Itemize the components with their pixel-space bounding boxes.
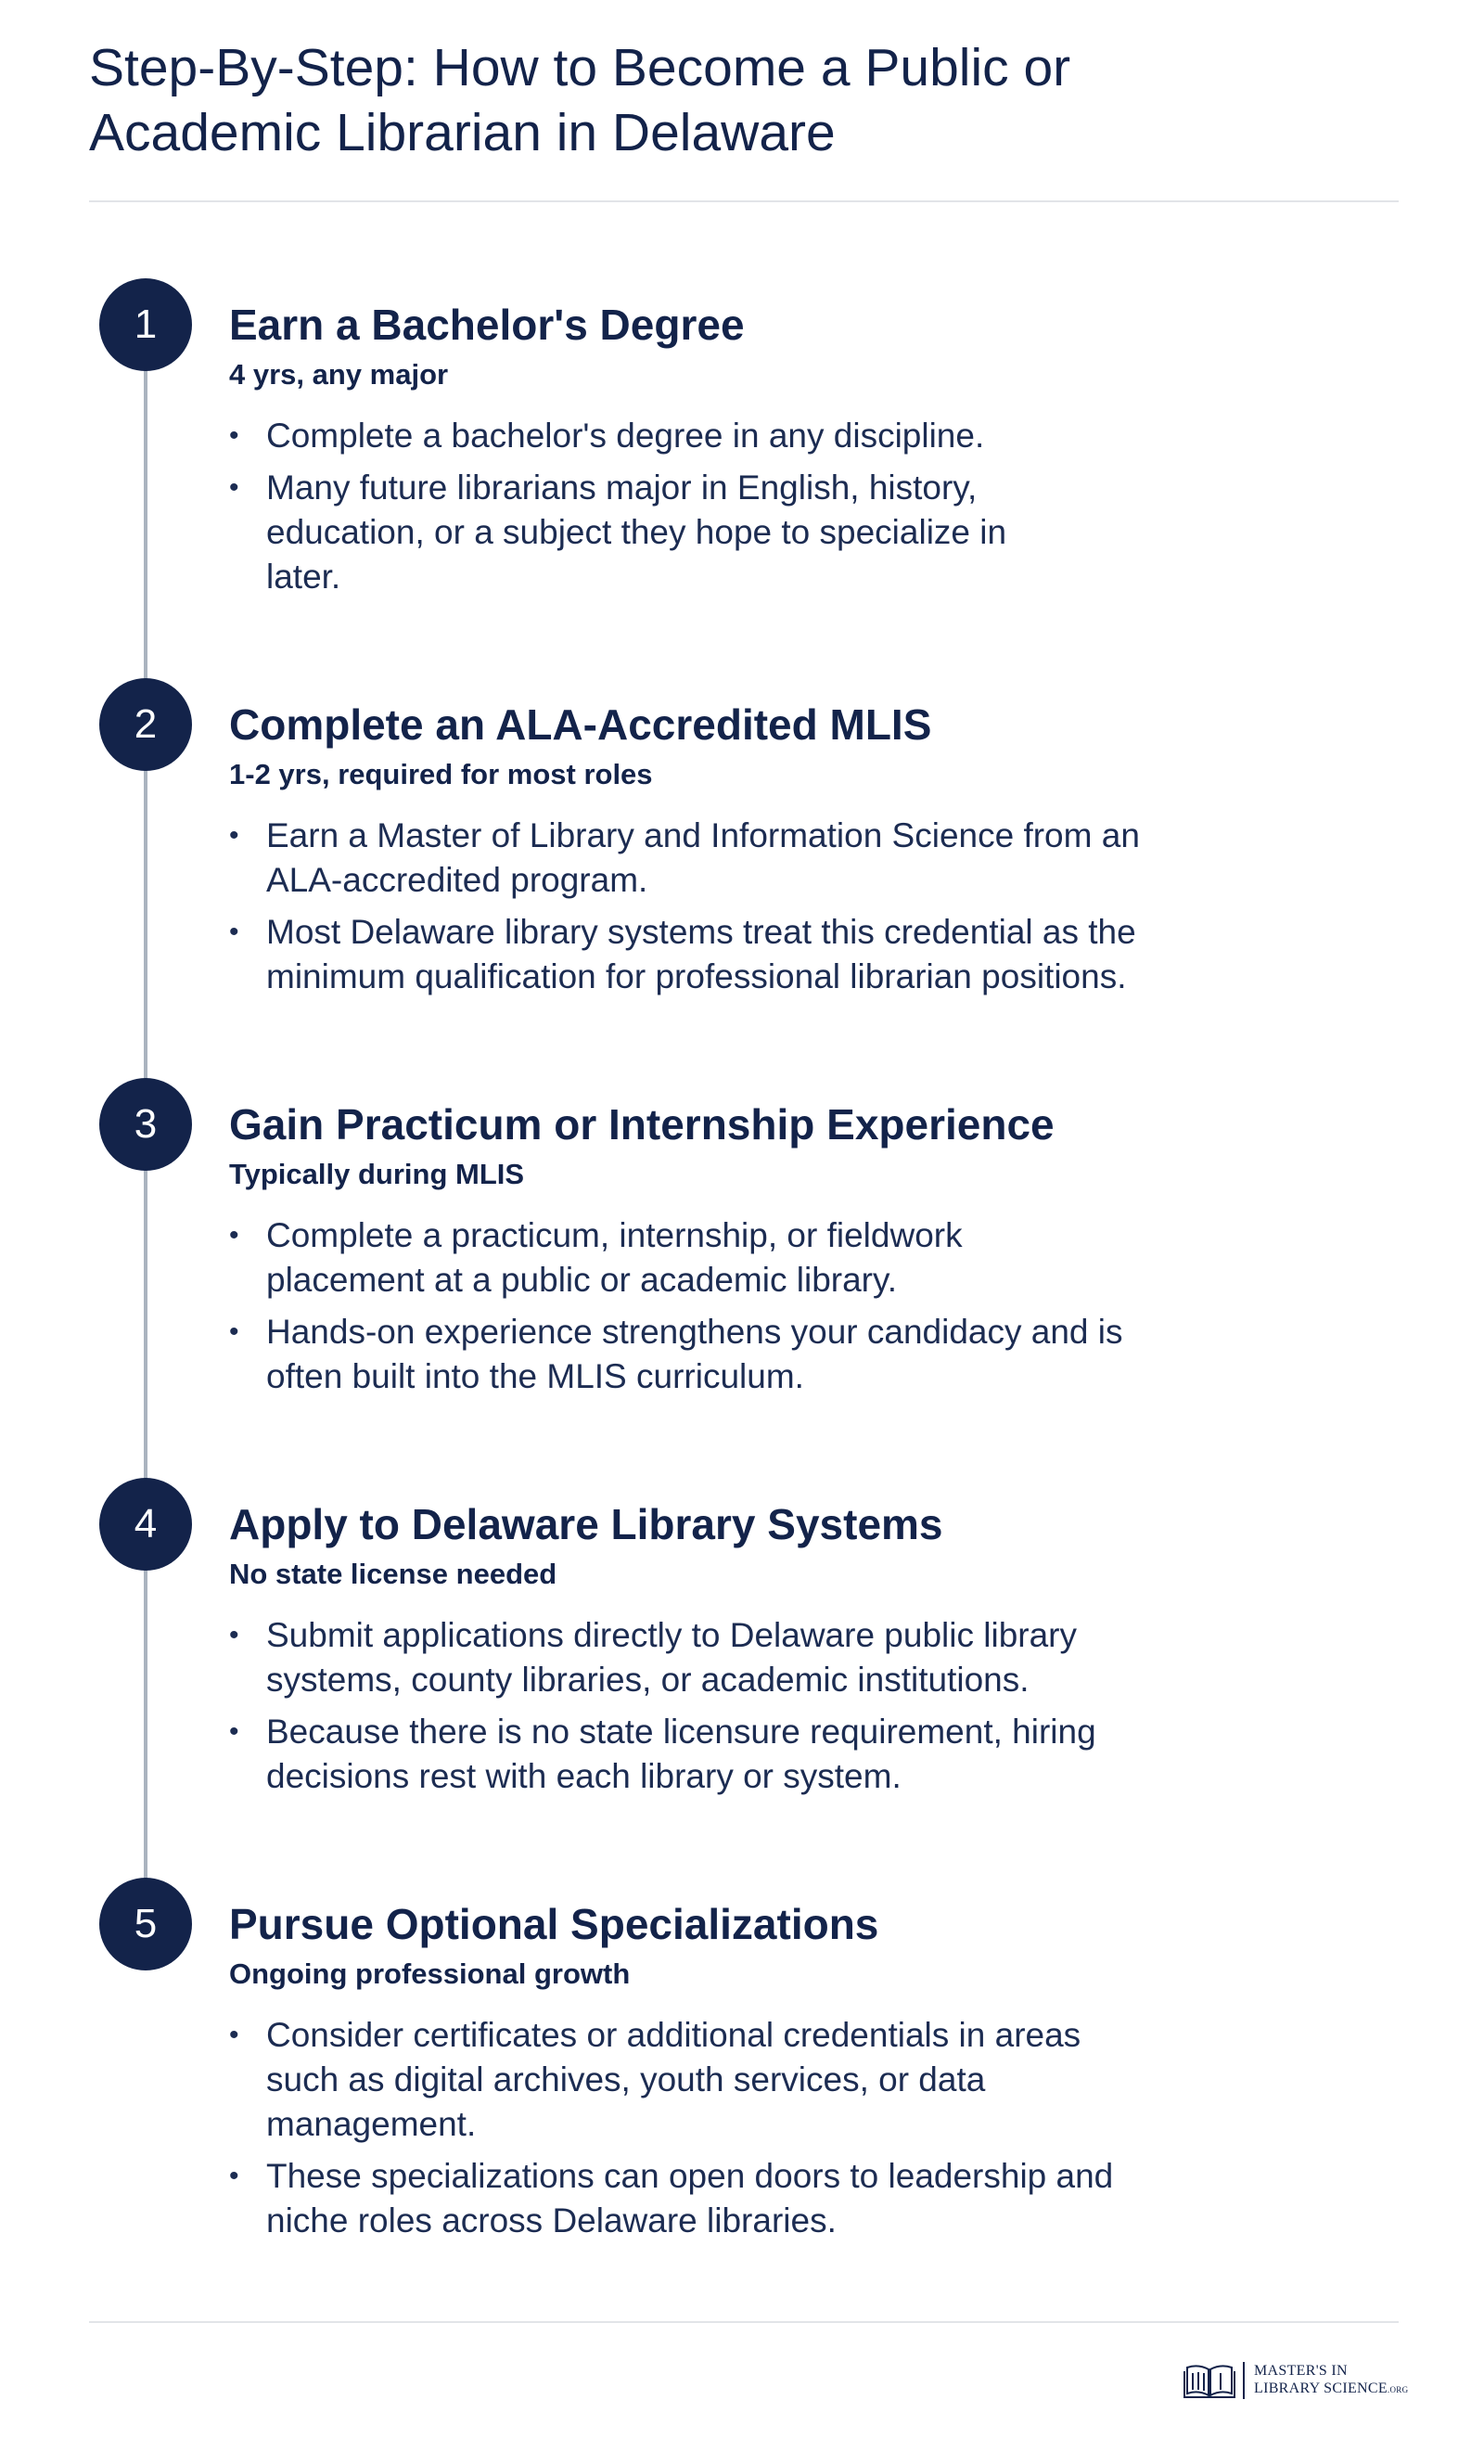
- step-bullets: [229, 814, 1175, 999]
- bullet-text: These specializations can open doors to leadership and niche roles across Delaware libraries.: [266, 2157, 1114, 2239]
- bullet-item: [229, 2154, 1194, 2243]
- step-title: Apply to Delaware Library Systems: [229, 1500, 943, 1548]
- bullet-text: Hands-on experience strengthens your candidacy and is often built into the MLIS curriculum.: [266, 1313, 1123, 1395]
- step-content: [229, 1498, 1175, 1806]
- step-bullets: [229, 1613, 1175, 1799]
- bullet-item: [229, 1310, 1194, 1399]
- bullet-item: [229, 2013, 1157, 2147]
- step-subtitle: No state license needed: [229, 1558, 557, 1590]
- step-content: [229, 1898, 1175, 2251]
- logo-suffix: .ORG: [1387, 2385, 1409, 2394]
- step-subtitle: Typically during MLIS: [229, 1158, 525, 1190]
- step-content: [229, 699, 1175, 1007]
- bullet-icon: •: [229, 1620, 239, 1650]
- bullet-text: Earn a Master of Library and Information Science from an ALA-accredited program.: [266, 816, 1140, 899]
- logo-wordmark: [1254, 2362, 1408, 2399]
- bullet-text: Consider certificates or additional credentials in areas such as digital archives, youth services, or data management.: [266, 2016, 1081, 2143]
- step-title: Pursue Optional Specializations: [229, 1900, 879, 1948]
- bullet-item: [229, 466, 1064, 599]
- bullet-text: Complete a bachelor's degree in any discipline.: [266, 417, 985, 455]
- bullet-icon: •: [229, 472, 239, 503]
- bullet-icon: •: [229, 917, 239, 947]
- logo-divider: [1243, 2362, 1245, 2399]
- step-title: Gain Practicum or Internship Experience: [229, 1100, 1055, 1149]
- step-number-badge: 3: [99, 1078, 192, 1171]
- step-subtitle: 4 yrs, any major: [229, 358, 449, 391]
- bullet-item: [229, 414, 1175, 458]
- bullet-text: Most Delaware library systems treat this credential as the minimum qualification for professional librarian positions.: [266, 913, 1136, 995]
- step-number-badge: 1: [99, 278, 192, 371]
- top-divider: [89, 200, 1399, 202]
- bullet-item: [229, 1213, 1064, 1303]
- bullet-text: Because there is no state licensure requirement, hiring decisions rest with each library or system.: [266, 1713, 1096, 1795]
- bullet-icon: •: [229, 1220, 239, 1251]
- open-book-icon: [1183, 2362, 1235, 2399]
- bullet-item: [229, 910, 1157, 999]
- step-number-badge: 2: [99, 678, 192, 771]
- step-subtitle: 1-2 yrs, required for most roles: [229, 758, 653, 790]
- site-logo: [1183, 2360, 1408, 2401]
- bullet-icon: •: [229, 2161, 239, 2191]
- bottom-divider: [89, 2321, 1399, 2323]
- step-bullets: [229, 2013, 1175, 2243]
- bullet-icon: •: [229, 1316, 239, 1347]
- page-title: Step-By-Step: How to Become a Public or Academic Librarian in Delaware: [89, 38, 1071, 162]
- bullet-text: Many future librarians major in English, history, education, or a subject they hope to specialize in later.: [266, 468, 1007, 596]
- bullet-icon: •: [229, 820, 239, 851]
- bullet-icon: •: [229, 2020, 239, 2050]
- step-title: Complete an ALA-Accredited MLIS: [229, 700, 932, 749]
- step-content: [229, 1098, 1175, 1406]
- bullet-item: [229, 1710, 1175, 1799]
- step-content: [229, 299, 1175, 607]
- bullet-text: Submit applications directly to Delaware public library systems, county libraries, or academic institutions.: [266, 1616, 1077, 1699]
- logo-line-2: LIBRARY SCIENCE.ORG: [1254, 2381, 1409, 2396]
- bullet-item: [229, 814, 1175, 903]
- step-number-badge: 5: [99, 1878, 192, 1970]
- bullet-icon: •: [229, 1716, 239, 1747]
- bullet-text: Complete a practicum, internship, or fieldwork placement at a public or academic library.: [266, 1216, 963, 1299]
- step-number-badge: 4: [99, 1478, 192, 1571]
- logo-line-1: MASTER'S IN: [1254, 2363, 1348, 2379]
- step-bullets: [229, 414, 1175, 599]
- step-subtitle: Ongoing professional growth: [229, 1957, 631, 1990]
- step-title: Earn a Bachelor's Degree: [229, 301, 745, 349]
- bullet-item: [229, 1613, 1157, 1702]
- step-bullets: [229, 1213, 1175, 1399]
- bullet-icon: •: [229, 420, 239, 451]
